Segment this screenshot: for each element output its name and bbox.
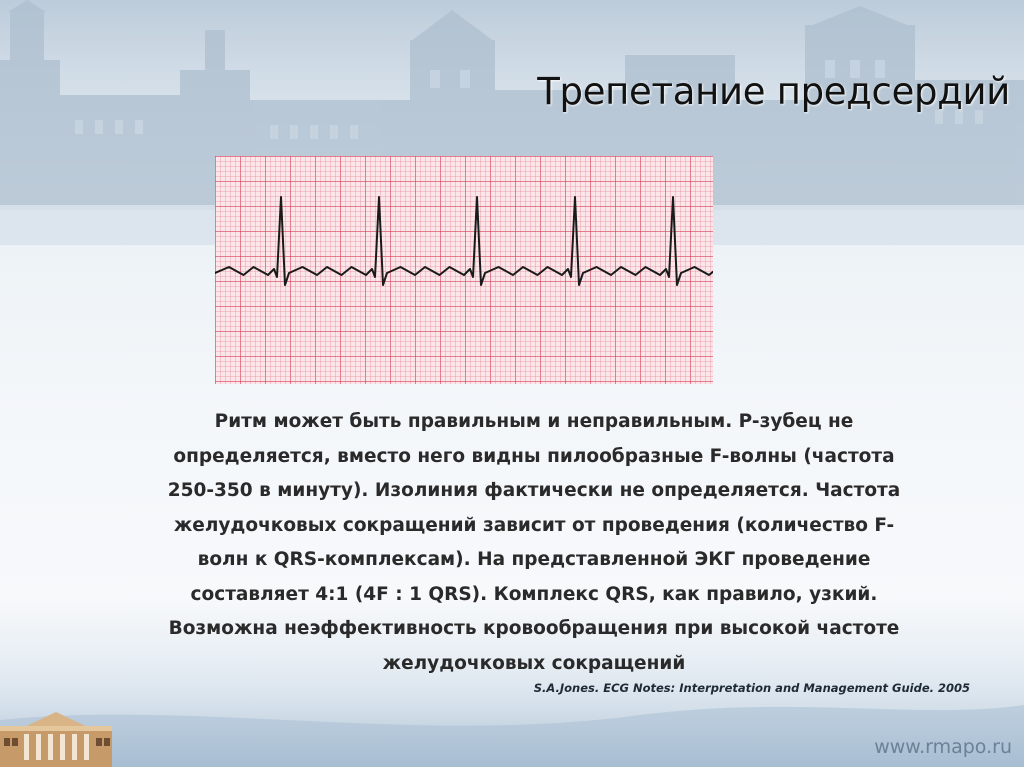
website-url: www.rmapo.ru	[874, 736, 1012, 758]
slide-title: Трепетание предсердий	[537, 70, 1010, 113]
body-line: определяется, вместо него видны пилообразные F-волны (частота	[173, 445, 895, 467]
building-logo	[0, 708, 112, 767]
ecg-strip	[215, 156, 713, 384]
body-line: желудочковых сокращений	[382, 652, 686, 674]
body-line: Ритм может быть правильным и неправильным. P-зубец не	[214, 411, 854, 432]
body-line: желудочковых сокращений зависит от проведения (количество F-	[173, 514, 895, 536]
body-text	[100, 405, 968, 681]
body-line: Возможна неэффективность кровообращения при высокой частоте	[168, 618, 900, 639]
ecg-trace	[215, 197, 713, 285]
body-line: составляет 4:1 (4F : 1 QRS). Комплекс QRS, как правило, узкий.	[190, 583, 878, 605]
body-line: волн к QRS-комплексам). На представленной ЭКГ проведение	[197, 549, 871, 570]
citation: S.A.Jones. ECG Notes: Interpretation and Management Guide. 2005	[533, 681, 970, 695]
body-line: 250-350 в минуту). Изолиния фактически не определяется. Частота	[167, 480, 901, 501]
